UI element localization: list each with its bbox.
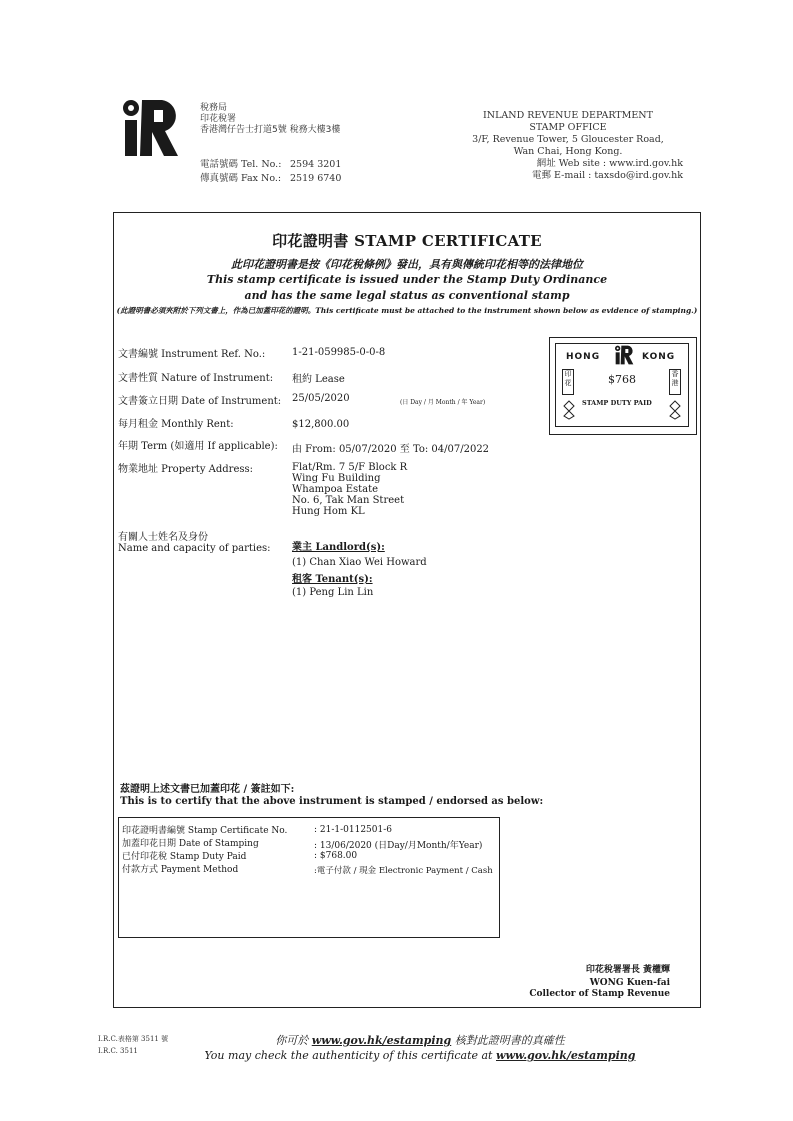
dept-en: INLAND REVENUE DEPARTMENT (483, 110, 653, 121)
stamp-side-left: 印花 (562, 369, 574, 395)
rent-value: $12,800.00 (292, 419, 350, 430)
address-cn: 香港灣仔告士打道5號 稅務大樓3樓 (200, 125, 341, 135)
address-en-2: Wan Chai, Hong Kong. (513, 146, 623, 157)
fax-label: 傳真號碼 Fax No.: (200, 173, 282, 184)
property-address (292, 462, 407, 517)
nature-label: 文書性質 Nature of Instrument: (118, 373, 274, 384)
collector-title-en: Collector of Stamp Revenue (529, 989, 670, 999)
parties (292, 538, 427, 598)
ref-label: 文書編號 Instrument Ref. No.: (118, 349, 266, 360)
term-label: 年期 Term (如適用 If applicable): (118, 441, 278, 452)
date-value: 25/05/2020 (292, 393, 350, 404)
form-number-cn: I.R.C.表格第 3511 號 (98, 1035, 169, 1043)
stamp-date-label: 加蓋印花日期 Date of Stamping (122, 839, 259, 849)
term-value: 由 From: 05/07/2020 至 To: 04/07/2022 (292, 444, 490, 455)
email[interactable]: 電郵 E-mail : taxsdo@ird.gov.hk (532, 170, 683, 181)
stamp-ird-logo-icon (612, 345, 636, 365)
stamp-hong: HONG (566, 352, 601, 362)
check-cn-post: 核對此證明書的真確性 (454, 1034, 565, 1047)
method-value: :電子付款 / 現金 Electronic Payment / Cash (314, 866, 493, 876)
parties-label-cn: 有關人士姓名及身份 (118, 532, 208, 543)
address-en-1: 3/F, Revenue Tower, 5 Gloucester Road, (472, 134, 664, 145)
date-label: 文書簽立日期 Date of Instrument: (118, 396, 282, 407)
dept-cn: 稅務局 (200, 103, 228, 113)
duty-value: : $768.00 (314, 851, 358, 861)
endorse-intro-en: This is to certify that the above instrument is stamped / endorsed as below: (120, 796, 544, 807)
ref-value: 1-21-059985-0-0-8 (292, 347, 386, 358)
address-line: Wing Fu Building (292, 473, 381, 484)
cert-no-value: : 21-1-0112501-6 (314, 825, 393, 835)
header-en (453, 110, 683, 182)
statement-en-1: This stamp certificate is issued under the Stamp Duty Ordinance (206, 273, 608, 286)
attach-note: (此證明書必須夾附於下列文書上，作為已加蓋印花的證明。This certificate must be attached to the instrument shown below as evidence of stamping.) (116, 306, 698, 315)
rent-label: 每月租金 Monthly Rent: (118, 419, 234, 430)
parties-label (118, 532, 271, 554)
header-cn (200, 103, 340, 136)
stamp-date-value: : 13/06/2020 (日Day/月Month/年Year) (314, 841, 483, 851)
office-en: STAMP OFFICE (529, 122, 607, 133)
landlord-name: (1) Chan Xiao Wei Howard (292, 557, 427, 568)
check-en-pre: You may check the authenticity of this certificate at (204, 1049, 493, 1062)
contact-numbers (200, 158, 341, 186)
address-label: 物業地址 Property Address: (118, 464, 254, 475)
estamping-link-en[interactable]: www.gov.hk/estamping (495, 1049, 636, 1062)
certificate-title: 印花證明書 STAMP CERTIFICATE (272, 232, 542, 250)
parties-label-en: Name and capacity of parties: (118, 543, 271, 554)
tel-number: 2594 3201 (290, 159, 342, 170)
collector-title-cn: 印花稅署署長 黃權輝 (585, 965, 670, 975)
form-number-en: I.R.C. 3511 (98, 1047, 138, 1055)
estamping-link-cn[interactable]: www.gov.hk/estamping (311, 1034, 452, 1047)
stamp-kong: KONG (642, 352, 676, 362)
collector-name: WONG Kuen-fai (589, 978, 670, 988)
nature-value: 租約 Lease (292, 374, 345, 385)
duty-label: 已付印花稅 Stamp Duty Paid (122, 852, 247, 862)
stamp-side-right: 香港 (669, 369, 681, 395)
check-cn-pre: 你可於 (275, 1034, 309, 1047)
check-authenticity-cn (160, 1032, 680, 1048)
website[interactable]: 網址 Web site : www.ird.gov.hk (536, 158, 683, 169)
method-label: 付款方式 Payment Method (122, 865, 239, 875)
address-line: No. 6, Tak Man Street (292, 495, 405, 506)
address-line: Whampoa Estate (292, 484, 379, 495)
tenant-heading: 租客 Tenant(s): (292, 574, 373, 585)
tel-label: 電話號碼 Tel. No.: (200, 159, 282, 170)
stamp-ornament-icon (668, 400, 682, 420)
fax-number: 2519 6740 (290, 173, 342, 184)
cert-no-label: 印花證明書編號 Stamp Certificate No. (122, 826, 288, 836)
endorse-intro-cn: 茲證明上述文書已加蓋印花 / 簽註如下: (120, 784, 295, 795)
ird-logo (118, 98, 182, 158)
address-line: Flat/Rm. 7 5/F Block R (292, 462, 408, 473)
stamp-amount: $768 (608, 373, 636, 386)
stamp-ornament-icon (562, 400, 576, 420)
tenant-name: (1) Peng Lin Lin (292, 587, 374, 598)
stamp-duty-paid-stamp (555, 343, 689, 427)
date-format-hint: (日 Day / 月 Month / 年 Year) (400, 399, 486, 406)
statement-en-2: and has the same legal status as conventional stamp (244, 289, 570, 302)
statement-cn: 此印花證明書是按《印花稅條例》發出，具有與傳統印花相等的法律地位 (231, 258, 583, 271)
landlord-heading: 業主 Landlord(s): (292, 542, 385, 553)
address-line: Hung Hom KL (292, 506, 365, 517)
check-authenticity-en (160, 1049, 680, 1062)
office-cn: 印花稅署 (200, 114, 237, 124)
stamp-paid-label: STAMP DUTY PAID (582, 399, 652, 407)
